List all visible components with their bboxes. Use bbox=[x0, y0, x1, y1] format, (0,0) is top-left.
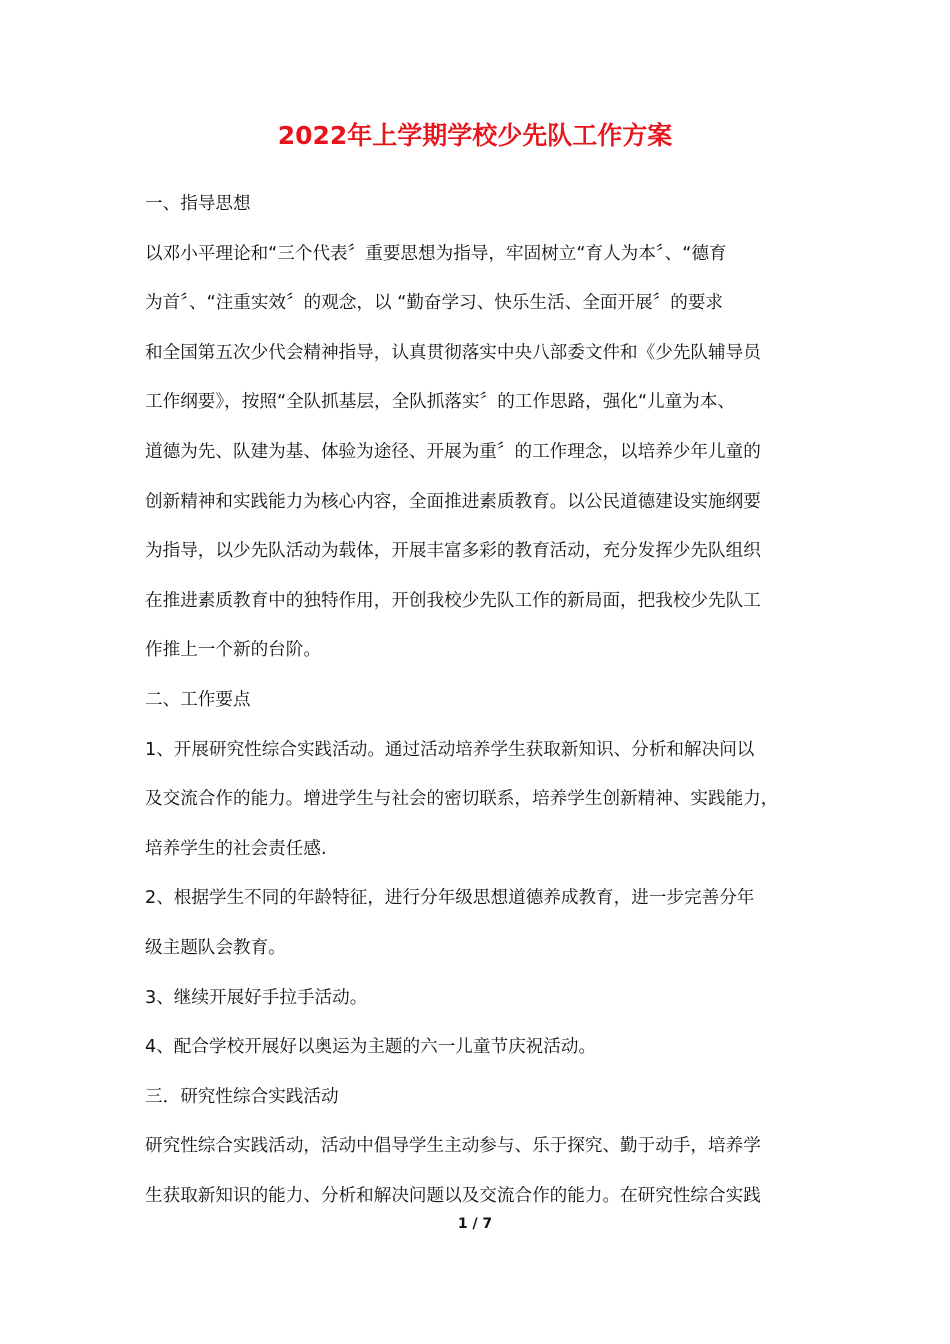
heading-work-points: 二、工作要点 bbox=[145, 689, 251, 710]
list-item-line: 1、开展研究性综合实践活动。通过活动培养学生获取新知识、分析和解决问以 bbox=[145, 739, 755, 760]
paragraph-line: 道德为先、队建为基、体验为途径、开展为重〞的工作理念，以培养少年儿童的 bbox=[145, 441, 761, 462]
page-number: 1 / 7 bbox=[457, 1216, 493, 1232]
paragraph-line: 工作纲要》，按照“全队抓基层，全队抓落实〞的工作思路，强化“儿童为本、 bbox=[145, 392, 736, 413]
paragraph-line: 为首〞、“注重实效〞的观念，以 “勤奋学习、快乐生活、全面开展〞的要求 bbox=[145, 293, 724, 314]
paragraph-line: 和全国第五次少代会精神指导，认真贯彻落实中央八部委文件和《少先队辅导员 bbox=[145, 342, 761, 363]
paragraph-line: 研究性综合实践活动，活动中倡导学生主动参与、乐于探究、勤于动手，培养学 bbox=[145, 1136, 761, 1157]
paragraph-line: 作推上一个新的台阶。 bbox=[145, 640, 321, 661]
paragraph-line: 生获取新知识的能力、分析和解决问题以及交流合作的能力。在研究性综合实践 bbox=[145, 1185, 761, 1206]
document-body bbox=[145, 180, 825, 1221]
paragraph-line: 在推进素质教育中的独特作用，开创我校少先队工作的新局面，把我校少先队工 bbox=[145, 590, 761, 611]
list-item-line: 2、根据学生不同的年龄特征，进行分年级思想道德养成教育，进一步完善分年 bbox=[145, 888, 755, 909]
paragraph-line: 创新精神和实践能力为核心内容，全面推进素质教育。以公民道德建设实施纲要 bbox=[145, 491, 761, 512]
list-item-line: 及交流合作的能力。增进学生与社会的密切联系，培养学生创新精神、实践能力， bbox=[145, 789, 779, 810]
list-item-line: 级主题队会教育。 bbox=[145, 937, 286, 958]
paragraph-line: 为指导，以少先队活动为载体，开展丰富多彩的教育活动，充分发挥少先队组织 bbox=[145, 541, 761, 562]
list-item-line: 4、配合学校开展好以奥运为主题的六一儿童节庆祝活动。 bbox=[145, 1037, 597, 1058]
heading-research-practice: 三．研究性综合实践活动 bbox=[145, 1086, 339, 1107]
document-title: 2022年上学期学校少先队工作方案 bbox=[277, 121, 673, 150]
list-item-line: 3、继续开展好手拉手活动。 bbox=[145, 987, 368, 1008]
heading-guiding-ideology: 一、指导思想 bbox=[145, 194, 251, 214]
paragraph-line: 以邓小平理论和“三个代表〞重要思想为指导，牢固树立“育人为本〞、“德育 bbox=[145, 243, 727, 264]
list-item-line: 培养学生的社会责任感. bbox=[145, 838, 327, 859]
